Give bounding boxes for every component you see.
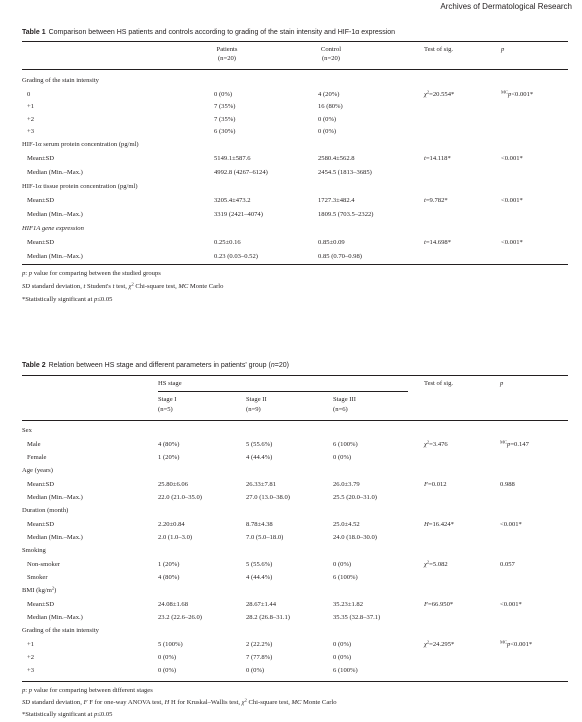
t1-row-label: Mean±SD [27,239,55,246]
table1-header-rule [22,69,568,70]
t1-cell-patients: 0.23 (0.03–0.52) [214,253,258,260]
t1-cell-control: 1809.5 (703.5–2322) [318,211,374,218]
t1-head-control-n: (n=20) [321,55,340,62]
t1-cell-test: $\chi^2=20.554*$ [424,89,455,98]
t2-cell-stage1: 0 (0%) [158,667,177,674]
t2-cell-p: $^{MC}$p=0.147 [500,439,529,448]
t2-section-title: Sex [22,427,32,434]
t2-row-label: Non-smoker [27,561,60,568]
t1-head-control: Control [320,46,342,53]
t2-cell-stage2: 28.67±1.44 [246,601,276,608]
t2-cell-stage1: 1 (20%) [158,454,180,461]
t2-head-test: Test of sig. [424,380,454,387]
table1-label: Table 1 [22,29,46,36]
t2-cell-stage3: 24.0 (18.0–30.0) [333,534,377,541]
t1-cell-control: 4 (20%) [318,91,340,98]
t2-cell-stage3: 6 (100%) [333,441,358,448]
t2-cell-stage2: 8.78±4.38 [246,521,273,528]
table1-bottom-rule [22,264,568,265]
t1-row-label: Median (Min.–Max.) [27,253,83,260]
table2-caption [22,362,289,369]
t2-cell-stage1: 25.80±6.06 [158,481,188,488]
t1-head-p: p [501,46,505,53]
t1-head-test: Test of sig. [424,46,454,53]
t2-cell-stage2: 28.2 (26.8–31.1) [246,614,290,621]
t2-row-label: +3 [27,667,35,674]
t2-row-label: Median (Min.–Max.) [27,534,83,541]
table2-header-rule [22,420,568,421]
t2-row-label: Median (Min.–Max.) [27,614,83,621]
t2-cell-stage3: 25.5 (20.0–31.0) [333,494,377,501]
t2-row-label: +2 [27,654,35,661]
t2-cell-test: F=66.950* [424,601,454,608]
table2-top-rule [22,375,568,376]
t2-section-title: Grading of the stain intensity [22,627,99,634]
t1-cell-patients: 3205.4±473.2 [214,197,251,204]
t2-cell-stage2: 27.0 (13.0–38.0) [246,494,290,501]
t2-cell-test: H=16.424* [424,521,454,528]
t1-footnote: *Statistically significant at p≤0.05 [22,296,113,303]
t1-cell-patients: 0.25±0.16 [214,239,241,246]
t2-footnote: p: p value for comparing between different stages [22,687,153,694]
t2-cell-stage3: 6 (100%) [333,574,358,581]
t2-head-stage3: Stage III [333,396,356,403]
t2-cell-stage1: 0 (0%) [158,654,177,661]
t1-cell-patients: 4992.8 (4267–6124) [214,169,268,176]
t2-cell-stage2: 7 (77.8%) [246,654,273,661]
t2-cell-stage3: 0 (0%) [333,561,352,568]
t2-head-stage2-n: (n=9) [246,406,261,413]
t1-row-label: Mean±SD [27,155,55,162]
t2-cell-stage3: 6 (100%) [333,667,358,674]
t1-cell-test: t=14.118* [424,155,451,162]
t2-row-label: Female [27,454,47,461]
t2-row-label: Male [27,441,41,448]
t1-section-title: Grading of the stain intensity [22,77,99,84]
t1-row-label: 0 [27,91,31,98]
t2-cell-p: <0.001* [500,601,522,608]
t1-cell-control: 0.85±0.09 [318,239,345,246]
t1-cell-control: 0 (0%) [318,116,337,123]
t2-cell-stage1: 2.20±0.84 [158,521,185,528]
t2-cell-test: $\chi^2=24.295*$ [424,639,455,648]
t2-cell-stage3: 26.0±3.79 [333,481,360,488]
t2-cell-stage2: 7.0 (5.0–18.0) [246,534,284,541]
t2-cell-stage3: 35.23±1.82 [333,601,363,608]
t2-section-title: BMI $(kg/m^2)$ [22,585,57,594]
t2-head-hs-stage: HS stage [158,380,182,387]
table1-caption [22,29,395,36]
t2-cell-p: 0.988 [500,481,515,488]
t2-footnote: *Statistically significant at p≤0.05 [22,711,113,718]
table2-caption-text: Relation between HS stage and different parameters in patients' group (n=20) [48,362,289,369]
t2-cell-stage2: 4 (44.4%) [246,454,273,461]
t2-row-label: Median (Min.–Max.) [27,494,83,501]
t1-section-title: HIF-1α tissue protein concentration (pg/ml) [22,183,138,190]
t1-cell-control: 16 (80%) [318,103,343,110]
t1-cell-control: 1727.3±482.4 [318,197,355,204]
t2-cell-stage1: 24.08±1.68 [158,601,188,608]
t1-cell-patients: 3319 (2421–4074) [214,211,263,218]
t2-section-title: Smoking [22,547,46,554]
t2-section-title: Duration (month) [22,507,69,514]
table2-bottom-rule [22,681,568,682]
t2-cell-test: $\chi^2=5.082$ [424,559,448,568]
t2-cell-stage1: 23.2 (22.6–26.0) [158,614,202,621]
t1-head-patients-n: (n=20) [217,55,236,62]
t1-row-label: Median (Min.–Max.) [27,169,83,176]
t2-head-stage3-n: (n=6) [333,406,348,413]
t1-section-title: HIF1A gene expression [22,225,84,232]
t2-cell-stage1: 2.0 (1.0–3.0) [158,534,193,541]
t1-cell-patients: 5149.1±587.6 [214,155,251,162]
t2-cell-stage2: 2 (22.2%) [246,641,273,648]
t2-hs-stage-rule [158,391,408,392]
t2-cell-stage2: 5 (55.6%) [246,561,273,568]
t1-cell-p: <0.001* [501,239,523,246]
t1-cell-p: <0.001* [501,197,523,204]
t1-cell-test: t=14.698* [424,239,451,246]
t1-cell-control: 2454.5 (1813–3685) [318,169,372,176]
t1-cell-patients: 7 (35%) [214,116,236,123]
t2-cell-test: $\chi^2=3.476$ [424,439,448,448]
t2-head-stage1: Stage I [158,396,177,403]
t1-cell-p: $^{MC}$p<0.001* [501,89,534,98]
t2-head-p: p [500,380,504,387]
t2-cell-stage2: 26.33±7.81 [246,481,276,488]
t2-cell-p: 0.057 [500,561,515,568]
t2-head-stage2: Stage II [246,396,267,403]
t2-cell-stage3: 0 (0%) [333,454,352,461]
t1-row-label: Median (Min.–Max.) [27,211,83,218]
t2-cell-stage2: 4 (44.4%) [246,574,273,581]
t2-cell-stage2: 0 (0%) [246,667,265,674]
t2-head-stage1-n: (n=5) [158,406,173,413]
t2-cell-stage3: 35.35 (32.8–37.1) [333,614,381,621]
t1-cell-control: 2580.4±562.8 [318,155,355,162]
t1-row-label: +2 [27,116,35,123]
t2-footnote: SD standard deviation, F F for one-way ANOVA test, H H for Kruskal–Wallis test, $\chi^2$ Chi-square test, MC Monte Carlo [22,697,337,706]
t1-row-label: +1 [27,103,35,110]
table1-caption-text: Comparison between HS patients and controls according to grading of the stain intensity and HIF-1α expression [48,29,396,36]
t2-row-label: Mean±SD [27,481,55,488]
t1-cell-control: 0.85 (0.70–0.98) [318,253,362,260]
t1-cell-patients: 0 (0%) [214,91,233,98]
t1-cell-patients: 6 (30%) [214,128,236,135]
t2-row-label: Smoker [27,574,48,581]
t1-row-label: Mean±SD [27,197,55,204]
t1-head-patients: Patients [216,46,238,53]
t2-row-label: +1 [27,641,35,648]
table1-top-rule [22,41,568,42]
table2-label: Table 2 [22,362,46,369]
t2-cell-stage1: 1 (20%) [158,561,180,568]
t1-footnote: p: p value for comparing between the studied groups [22,270,161,277]
t2-section-title: Age (years) [22,467,53,474]
t2-cell-stage1: 4 (80%) [158,574,180,581]
t1-section-title: HIF-1α serum protein concentration (pg/ml) [22,141,139,148]
journal-header: Archives of Dermatological Research [440,2,572,11]
t2-row-label: Mean±SD [27,521,55,528]
t2-cell-stage3: 0 (0%) [333,654,352,661]
t1-cell-test: t=9.782* [424,197,448,204]
t1-cell-p: <0.001* [501,155,523,162]
t2-cell-stage3: 0 (0%) [333,641,352,648]
t1-cell-control: 0 (0%) [318,128,337,135]
t1-row-label: +3 [27,128,35,135]
t2-cell-p: <0.001* [500,521,522,528]
t2-cell-stage1: 5 (100%) [158,641,183,648]
t2-cell-stage3: 25.0±4.52 [333,521,360,528]
t2-row-label: Mean±SD [27,601,55,608]
t2-cell-stage1: 4 (80%) [158,441,180,448]
t2-cell-p: $^{MC}$p<0.001* [500,639,533,648]
t2-cell-test: F=0.012 [424,481,447,488]
t2-cell-stage2: 5 (55.6%) [246,441,273,448]
t1-cell-patients: 7 (35%) [214,103,236,110]
t1-footnote: SD standard deviation, t Student's t test, $\chi^2$ Chi-square test, MC Monte Carlo [22,281,224,290]
t2-cell-stage1: 22.0 (21.0–35.0) [158,494,202,501]
